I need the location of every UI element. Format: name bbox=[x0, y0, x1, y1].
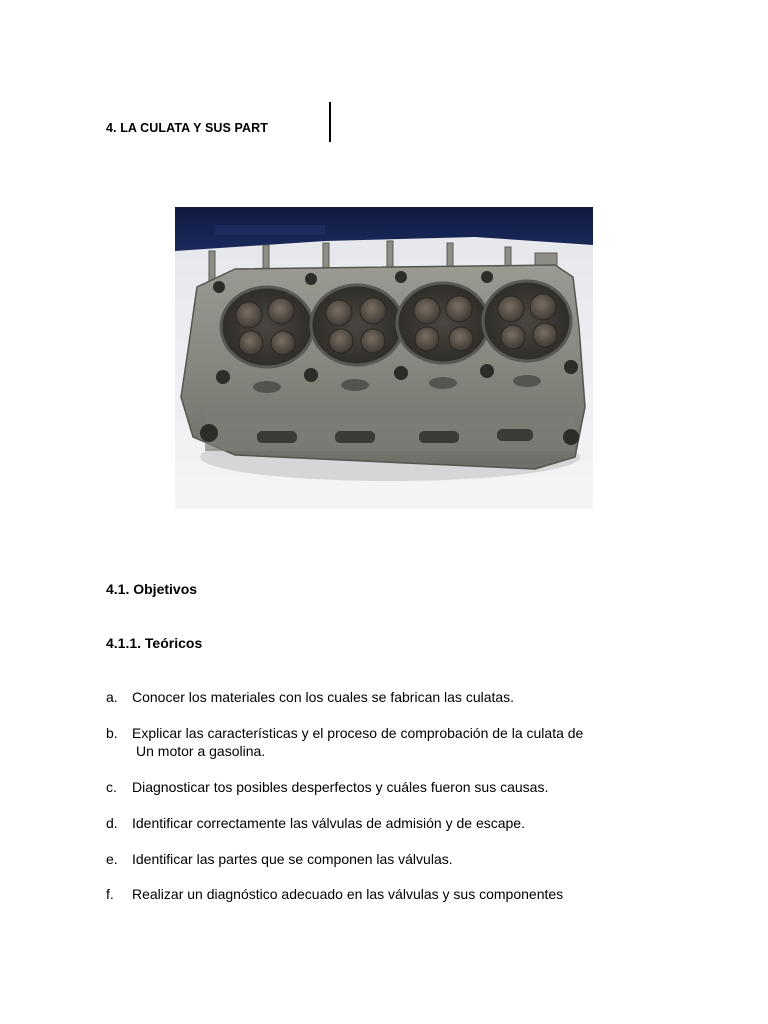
list-item-text: Explicar las características y el proceso de comprobación de la culata de bbox=[132, 725, 584, 741]
list-item-text: Identificar las partes que se componen las válvulas. bbox=[132, 851, 453, 867]
list-item-text: Realizar un diagnóstico adecuado en las válvulas y sus componentes bbox=[132, 886, 564, 902]
text-cursor bbox=[329, 102, 331, 142]
theoretical-heading: 4.1.1. Teóricos bbox=[106, 635, 203, 651]
list-marker: d. bbox=[106, 815, 118, 831]
cylinder-head-photo bbox=[175, 207, 593, 509]
list-marker: c. bbox=[106, 779, 117, 795]
list-item-text: Diagnosticar tos posibles desperfectos y cuáles fueron sus causas. bbox=[132, 779, 549, 795]
section-heading: 4. LA CULATA Y SUS PART bbox=[106, 121, 269, 135]
objectives-heading: 4.1. Objetivos bbox=[106, 581, 198, 597]
list-marker: f. bbox=[106, 886, 114, 902]
list-item-text: Conocer los materiales con los cuales se fabrican las culatas. bbox=[132, 689, 515, 705]
list-marker: b. bbox=[106, 725, 118, 741]
list-marker: e. bbox=[106, 851, 118, 867]
list-marker: a. bbox=[106, 689, 118, 705]
list-item-text: Identificar correctamente las válvulas de admisión y de escape. bbox=[132, 815, 525, 831]
list-item-continuation: Un motor a gasolina. bbox=[136, 743, 266, 759]
